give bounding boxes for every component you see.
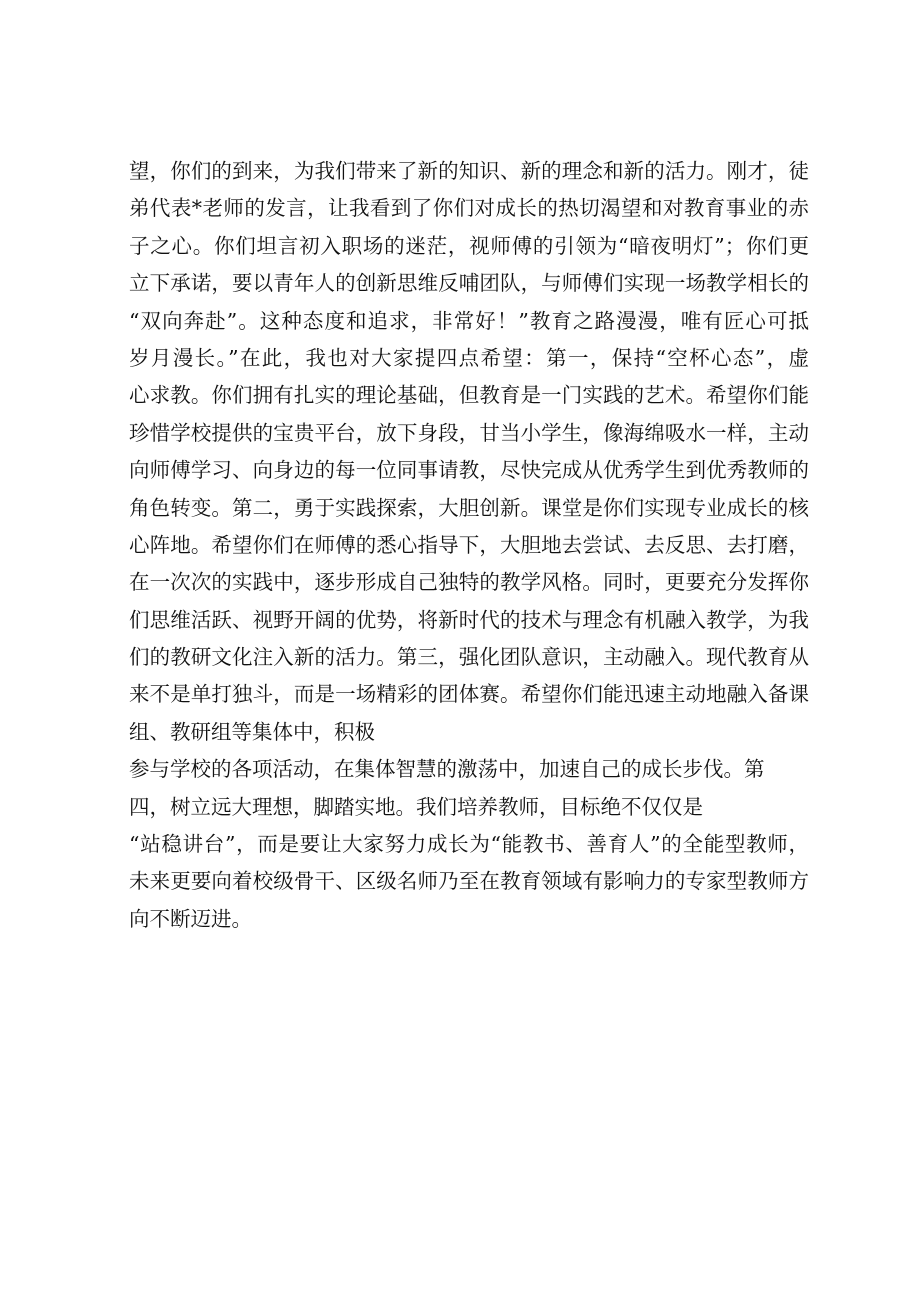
text-line: 未来更要向着校级骨干、区级名师乃至在教育领域有影响力的专家型教师方 bbox=[129, 869, 809, 894]
text-line: 角色转变。第二，勇于实践探索，大胆创新。课堂是你们实现专业成长的核 bbox=[129, 495, 809, 520]
text-line: 子之心。你们坦言初入职场的迷茫，视师傅的引领为“暗夜明灯”；你们更 bbox=[129, 233, 809, 258]
text-line: “双向奔赴”。这种态度和追求，非常好！”教育之路漫漫，唯有匠心可抵 bbox=[129, 308, 809, 333]
text-line: 在一次次的实践中，逐步形成自己独特的教学风格。同时，更要充分发挥你 bbox=[129, 570, 809, 595]
body-text bbox=[129, 153, 809, 938]
text-line: 岁月漫长。”在此，我也对大家提四点希望：第一，保持“空杯心态”，虚 bbox=[129, 345, 809, 370]
text-line: 参与学校的各项活动，在集体智慧的激荡中，加速自己的成长步伐。第 bbox=[129, 757, 765, 782]
text-line: 四，树立远大理想，脚踏实地。我们培养教师，目标绝不仅仅是 bbox=[129, 794, 703, 819]
text-line: 珍惜学校提供的宝贵平台，放下身段，甘当小学生，像海绵吸水一样，主动 bbox=[129, 420, 809, 445]
text-line: 望，你们的到来，为我们带来了新的知识、新的理念和新的活力。刚才，徒 bbox=[129, 159, 809, 183]
text-line: 们思维活跃、视野开阔的优势，将新时代的技术与理念有机融入教学，为我 bbox=[129, 607, 809, 632]
text-line: 向不断迈进。 bbox=[129, 906, 252, 931]
text-line: 来不是单打独斗，而是一场精彩的团体赛。希望你们能迅速主动地融入备课 bbox=[129, 682, 809, 707]
text-line: 弟代表*老师的发言，让我看到了你们对成长的热切渴望和对教育事业的赤 bbox=[129, 196, 809, 221]
text-line: 向师傅学习、向身边的每一位同事请教，尽快完成从优秀学生到优秀教师的 bbox=[129, 458, 809, 483]
text-line: 立下承诺，要以青年人的创新思维反哺团队，与师傅们实现一场教学相长的 bbox=[129, 271, 809, 296]
text-line: 心阵地。希望你们在师傅的悉心指导下，大胆地去尝试、去反思、去打磨， bbox=[129, 532, 809, 557]
text-line: 们的教研文化注入新的活力。第三，强化团队意识，主动融入。现代教育从 bbox=[129, 645, 809, 670]
text-line: 组、教研组等集体中，积极 bbox=[129, 719, 375, 744]
text-line: “站稳讲台”，而是要让大家努力成长为“能教书、善育人”的全能型教师， bbox=[129, 832, 809, 857]
text-line: 心求教。你们拥有扎实的理论基础，但教育是一门实践的艺术。希望你们能 bbox=[129, 383, 809, 408]
